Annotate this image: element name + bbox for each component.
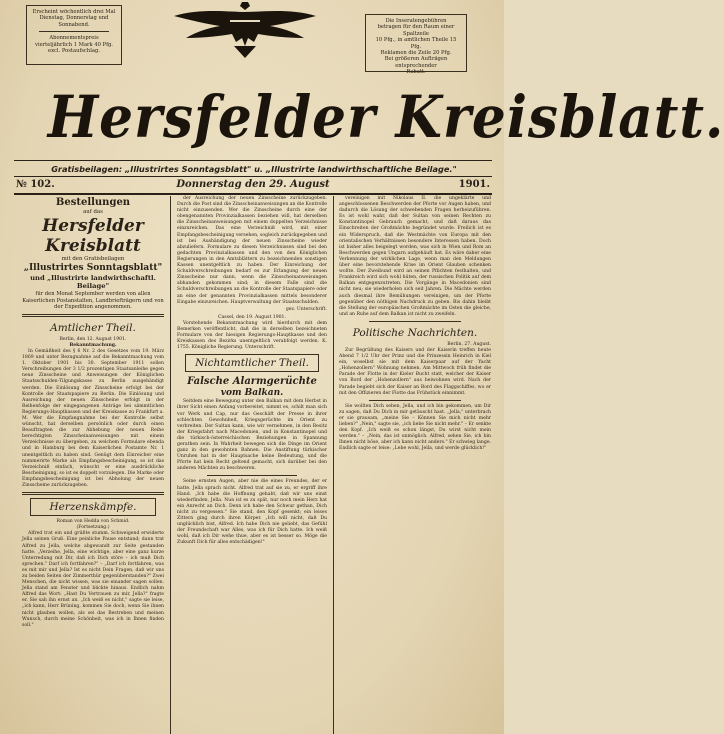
serial-heading: Herzenskämpfe. xyxy=(30,498,156,516)
supplements-subtitle: Gratisbeilagen: „Illustrirtes Sonntagsblatt" u. „Illustrirte landwirthschaftliche Beilage." xyxy=(51,164,457,174)
article-body: vereinigen mit Nikolaus II. die ungeklärte und angeschlossenen Beschwerden der Pforte vor Augen haben, und dadurch die Lösung der schwebenden Fragen herbeizuführen. Es ist wohl wahr, daß der Sultan von seinen Rechten zu Konstantinopel Gebrauch gemacht, und daß daraus das Einschreiten der Großmächte begründet wurde. Freilich ist es ein Widerspruch, daß die Westmächte von Europa mit den orientalischen Verhältnissen besondere Interessen haben. Doch ist bisher alles beigelegt worden, was sich in Wien und Rom an Beschwerden gegen Ungarn aufgehäuft hat. Es wäre daher eine Verkennung der wirklichen Lage, wenn man den Meldungen über eine bevorstehende Krise im Orient Glauben schenken wollte. Der Zweibund wird an seinen Pflichten festhalten, und Frankreich wird sich wohl hüten, der russischen Politik auf dem Balkan entgegenzutreten. Die Vorgänge in Macedonien sind nicht neu; sie wiederholen sich seit Jahren. Die Mächte werden auch diesmal ihre Bemühungen vereinigen, um der Pforte gegenüber den nöthigen Nachdruck zu geben. Bis dahin bleibt die Stellung der europäischen Großmächte im Osten die gleiche, und an Ruhe auf dem Balkan ist nicht zu zweifeln. xyxy=(339,196,491,317)
info-line: excl. Postaufschlag. xyxy=(48,48,100,55)
issue-number: № 102. xyxy=(16,179,55,190)
divider xyxy=(14,193,492,195)
order-supplement-title: „Illustrirtes Sonntagsblatt" xyxy=(23,263,163,273)
issue-date: Donnerstag den 29. August xyxy=(176,179,330,190)
info-line: vierteljährlich 1 Mark 40 Pfg. xyxy=(35,41,113,48)
dateline: Berlin, 27. August. xyxy=(447,341,491,347)
info-line: Erscheint wöchentlich drei Mal xyxy=(32,9,116,15)
eagle-crest-icon xyxy=(170,2,320,60)
article-headline: Falsche Alarmgerüchte xyxy=(187,376,317,388)
article-body: Seitdem eine Bewegung unter den Balkan mit dem Herbst in ihrer Sicht einen Anfang vorbereitet, nimmt es, schilt man sich vor Werk und Cap, nur das Geschäft der Presse in ihrer schlechten Gewohnheit, Kriegsgerüchte im Orient zu verbreiten. Der Sultan kann, wie wir vernehmen, in den Besitz der Kriegsfahrt nach Macedonien, und in Konstantinopel und die türkisch-österreichischen Beziehungen in Spannung gerathen sein. In Wahrheit bewegen sich die Dinge im Orient ganz in den gewohnten Bahnen. Die Anstiftung türkischer Unruhen hat in der Hauptsache keine Bedeutung, und die Pforte hat kein Recht geltend gemacht, sich darüber bei den anderen Mächten zu beschweren. xyxy=(177,399,327,472)
divider xyxy=(22,492,164,495)
dateline: Berlin, den 12. August 1901. xyxy=(59,336,127,342)
divider xyxy=(14,176,492,177)
masthead-title: Hersfelder Kreisblatt. xyxy=(47,83,724,151)
divider xyxy=(22,314,164,317)
info-line: Dienstag, Donnerstag und Sonnabend. xyxy=(39,15,109,28)
info-line: Bei größeren Aufträgen entsprechender xyxy=(384,56,448,69)
divider xyxy=(207,475,297,476)
order-heading: Bestellungen xyxy=(55,197,131,208)
article-body: In Gemäßheit des § 6 Nr. 2 des Gesetzes vom 19. März 1869 und unter Bezugnahme auf die Bekanntmachung vom 1. Oktober 1901 bis 30. September 1911 sollen Verschreibungen der 3 1/2 prozentigen Staatsanleihe gegen neue Zinsscheine und Anweisungen der Königlichen Staatsschulden-Tilgungskasse zu Berlin ausgehändigt werden. Die Einlösung der Zinsscheine erfolgt bei der Kontrolle der Staatspapiere zu Berlin. Die Einlösung und Ausreichung der neuen Zinsscheine erfolgt in der Reihenfolge der eingegangenen Anträge bei sämmtlichen Regierungs-Hauptkassen und der Kreiskasse zu Frankfurt a. M. Wer die Empfangnahme bei der Kontrolle selbst wünscht, hat derselben persönlich oder durch einen Beauftragten die zur Abhebung der neuen Reihe berechtigten Zinsscheinanweisungen mit einem Verzeichnisse zu übergeben, zu welchem Formulare ebenda und in Hamburg bei dem Kaiserlichen Postamte Nr. 1 unentgeltlich zu haben sind. Genügt dem Einreicher eine nummerirte Marke als Empfangsbescheinigung, so ist das Verzeichniß einfach, wünscht er eine ausdrückliche Bescheinigung, so ist es doppelt vorzulegen. Die Marke oder Empfangsbescheinigung ist bei Abholung der neuen Zinsscheine zurückzugeben. xyxy=(22,348,164,489)
divider xyxy=(369,321,461,322)
order-paper-title: Hersfelder Kreisblatt xyxy=(42,216,144,256)
article-body: der Ausreichung der neuen Zinsscheine zurückzugeben. Durch die Post sind die Zinsscheinanweisungen an die Kontrolle nicht einzusenden. Wer die Zinsscheine durch eine der obengenannten Provinzialkassen beziehen will, hat derselben die Zinsscheinanweisungen mit einem doppelten Verzeichnisse einzureichen. Das eine Verzeichniß wird, mit einer Empfangsbescheinigung versehen, sogleich zurückgegeben und ist bei Aushändigung der neuen Zinsscheine wieder abzuliefern. Formulare zu diesen Verzeichnissen sind bei den gedachten Provinzialkassen und den von den Königlichen Regierungen in den Amtsblättern zu bezeichnenden sonstigen Kassen unentgeltlich zu haben. Der Einreichung der Schuldverschreibungen bedarf es zur Erlangung der neuen Zinsscheine nur dann, wenn die Zinsscheinanweisungen abhanden gekommen sind; in diesem Falle sind die Schuldverschreibungen an die Kontrolle der Staatspapiere oder an eine der genannten Provinzialkassen mittels besonderer Eingabe einzureichen. Hauptverwaltung der Staatsschulden. xyxy=(177,196,327,305)
order-supplement-title: und „Illustrirte landwirthschaftl. Beilage" xyxy=(30,274,156,290)
column-left xyxy=(22,196,164,734)
signature: gez. Unterschrift. xyxy=(285,306,327,312)
column-middle xyxy=(177,196,327,734)
issue-year: 1901. xyxy=(458,179,490,190)
article-body: Vorstehende Bekanntmachung wird hierdurch mit dem Bemerken veröffentlicht, daß die in derselben bezeichneten Formulare von der hiesigen Regierungs-Hauptkasse und den Kreiskassen des Bezirks unentgeltlich verabfolgt werden. K. 1755. Königliche Regierung. Unterschrift. xyxy=(177,320,327,351)
divider xyxy=(369,400,461,401)
column-right xyxy=(339,196,491,734)
column-divider xyxy=(333,196,334,734)
info-line: betragen für den Raum einer Spaltzeile xyxy=(377,24,455,37)
info-line: Die Inseratengebühren xyxy=(385,18,447,24)
issue-bar xyxy=(14,178,492,192)
info-line: Rabatt. xyxy=(406,69,426,76)
info-line: 10 Pfg., in amtlichen Theile 15 Pfg. xyxy=(375,37,457,50)
serial-body: Seine ernsten Augen, aber nie die eines Freundes, der er hatte. Jella sprach nicht. Alfred trat auf sie zu, er ergriff ihre Hand. „Ich habe die Hoffnung gehabt, daß wir uns einst wiederfinden, Jella. Nun ist es zu spät, nur noch mein Herz hat ein Anrecht an Dich. Denn ich habe den Schwur gethan, Dich nicht zu vergessen." Sie stand, den Kopf gesenkt; ein leises Zittern ging durch ihren Körper. „Ich will nicht, daß Du unglücklich bist, Alfred. Ich habe Dich nie geliebt, das Gefühl der Freundschaft war Alles, was ich für Dich hatte. Ich weiß wohl, daß ich Dir wehe thue, aber es ist besser so. Möge die Zukunft Dich für alles entschädigen!" xyxy=(177,479,327,546)
section-heading: Nichtamtlicher Theil. xyxy=(185,354,319,372)
subscription-info-box xyxy=(26,5,122,65)
order-text: für den Monat September werden von allen Kaiserlichen Postanstalten, Landbriefträgern und von der Expedition angenommen. xyxy=(22,291,164,311)
order-subheading: auf das xyxy=(83,209,103,215)
article-title: Bekanntmachung. xyxy=(69,342,117,348)
article-body: Zur Begrüßung des Kaisers und der Kaiserin treffen heute Abend 7 1/2 Uhr der Prinz und die Prinzessin Heinrich in Kiel ein, woselbst sie mit dem Kaiserpaar auf der Yacht „Hohenzollern" Wohnung nehmen. Am Mittwoch früh findet die Parade der Flotte in der Kieler Bucht statt, welcher der Kaiser von Bord der „Hohenzollern" aus beiwohnen wird. Nach der Parade begiebt sich der Kaiser an Bord des Flaggschiffes, wo er mit den Offizieren der Flotte das Frühstück einnimmt. xyxy=(339,347,491,396)
section-heading: Amtlicher Theil. xyxy=(50,321,136,334)
order-text: mit den Gratisbeilagen xyxy=(61,256,125,262)
divider xyxy=(39,31,109,32)
advertising-rates-box xyxy=(365,14,467,76)
article-subheadline: vom Balkan. xyxy=(220,388,284,399)
serial-author: Roman von Hedda von Schmid. xyxy=(56,519,130,525)
divider xyxy=(14,160,492,161)
serial-note: (Fortsetzung.) xyxy=(76,525,110,531)
serial-body: Alfred trat ein und grüßte stumm. Schweigend erwiderte Jella seinen Gruß. Eine peinliche Pause entstand; dann trat Alfred zu Jella, welche abgewandt zur Seite gestanden hatte. „Verzeihe, Jella, eine wichtige, aber eine ganz kurze Unterredung mit Dir, daß ich Dich störe – ich muß Dich sprechen." Darf ich fortfahren?" – „Darf ich fortfahren, was es mit mir und Jella? Ist es nicht Dein Fragen, daß wir uns zu beiden Seiten der Zimmerthür gegenüberstanden?" Zwei Menschen, die nicht wissen, was sie einander sagen sollen. Jella stand am Fenster und blickte hinaus. Endlich nahm Alfred das Wort: „Hast Du Vertrauen zu mir, Jella?" fragte er. Sie sah ihn ernst an. „Ich weiß es nicht," sagte sie leise, „ich kann, Herr Brüning, kommen Sie doch, wenn Sie ihnen nicht glauben wollen, als sei das Bestreben und meinen Wunsch, durch meine Schönheit, was ich in Ihnen finden soll." xyxy=(22,531,164,628)
dateline: Cassel, den 19. August 1901. xyxy=(218,314,286,320)
info-line: Reklamen die Zeile 20 Pfg. xyxy=(380,50,452,57)
info-line: Abonnementspreis xyxy=(49,35,99,42)
serial-body: Sie wollten Dich sehen, Jella, und ich bin gekommen, um Dir zu sagen, daß Du Dich in mir getäuscht hast. „Jella," unterbrach er sie grausam, „meine Sie – Können Sie mich nicht mehr lieben?" „Nein," sagte sie, „ich liebe Sie nicht mehr." – Er senkte den Kopf. „Ich weiß es schon längst, Du wirst nicht mein werden." – „Nein, das ist unmöglich. Alfred, sehen Sie, ich bin Ihnen nicht böse, aber ich kann nicht anders." Er schwieg lange. Endlich sagte er leise: „Lebe wohl, Jella, und werde glücklich!" xyxy=(339,403,491,452)
section-heading: Politische Nachrichten. xyxy=(352,326,478,339)
column-divider xyxy=(170,196,171,734)
